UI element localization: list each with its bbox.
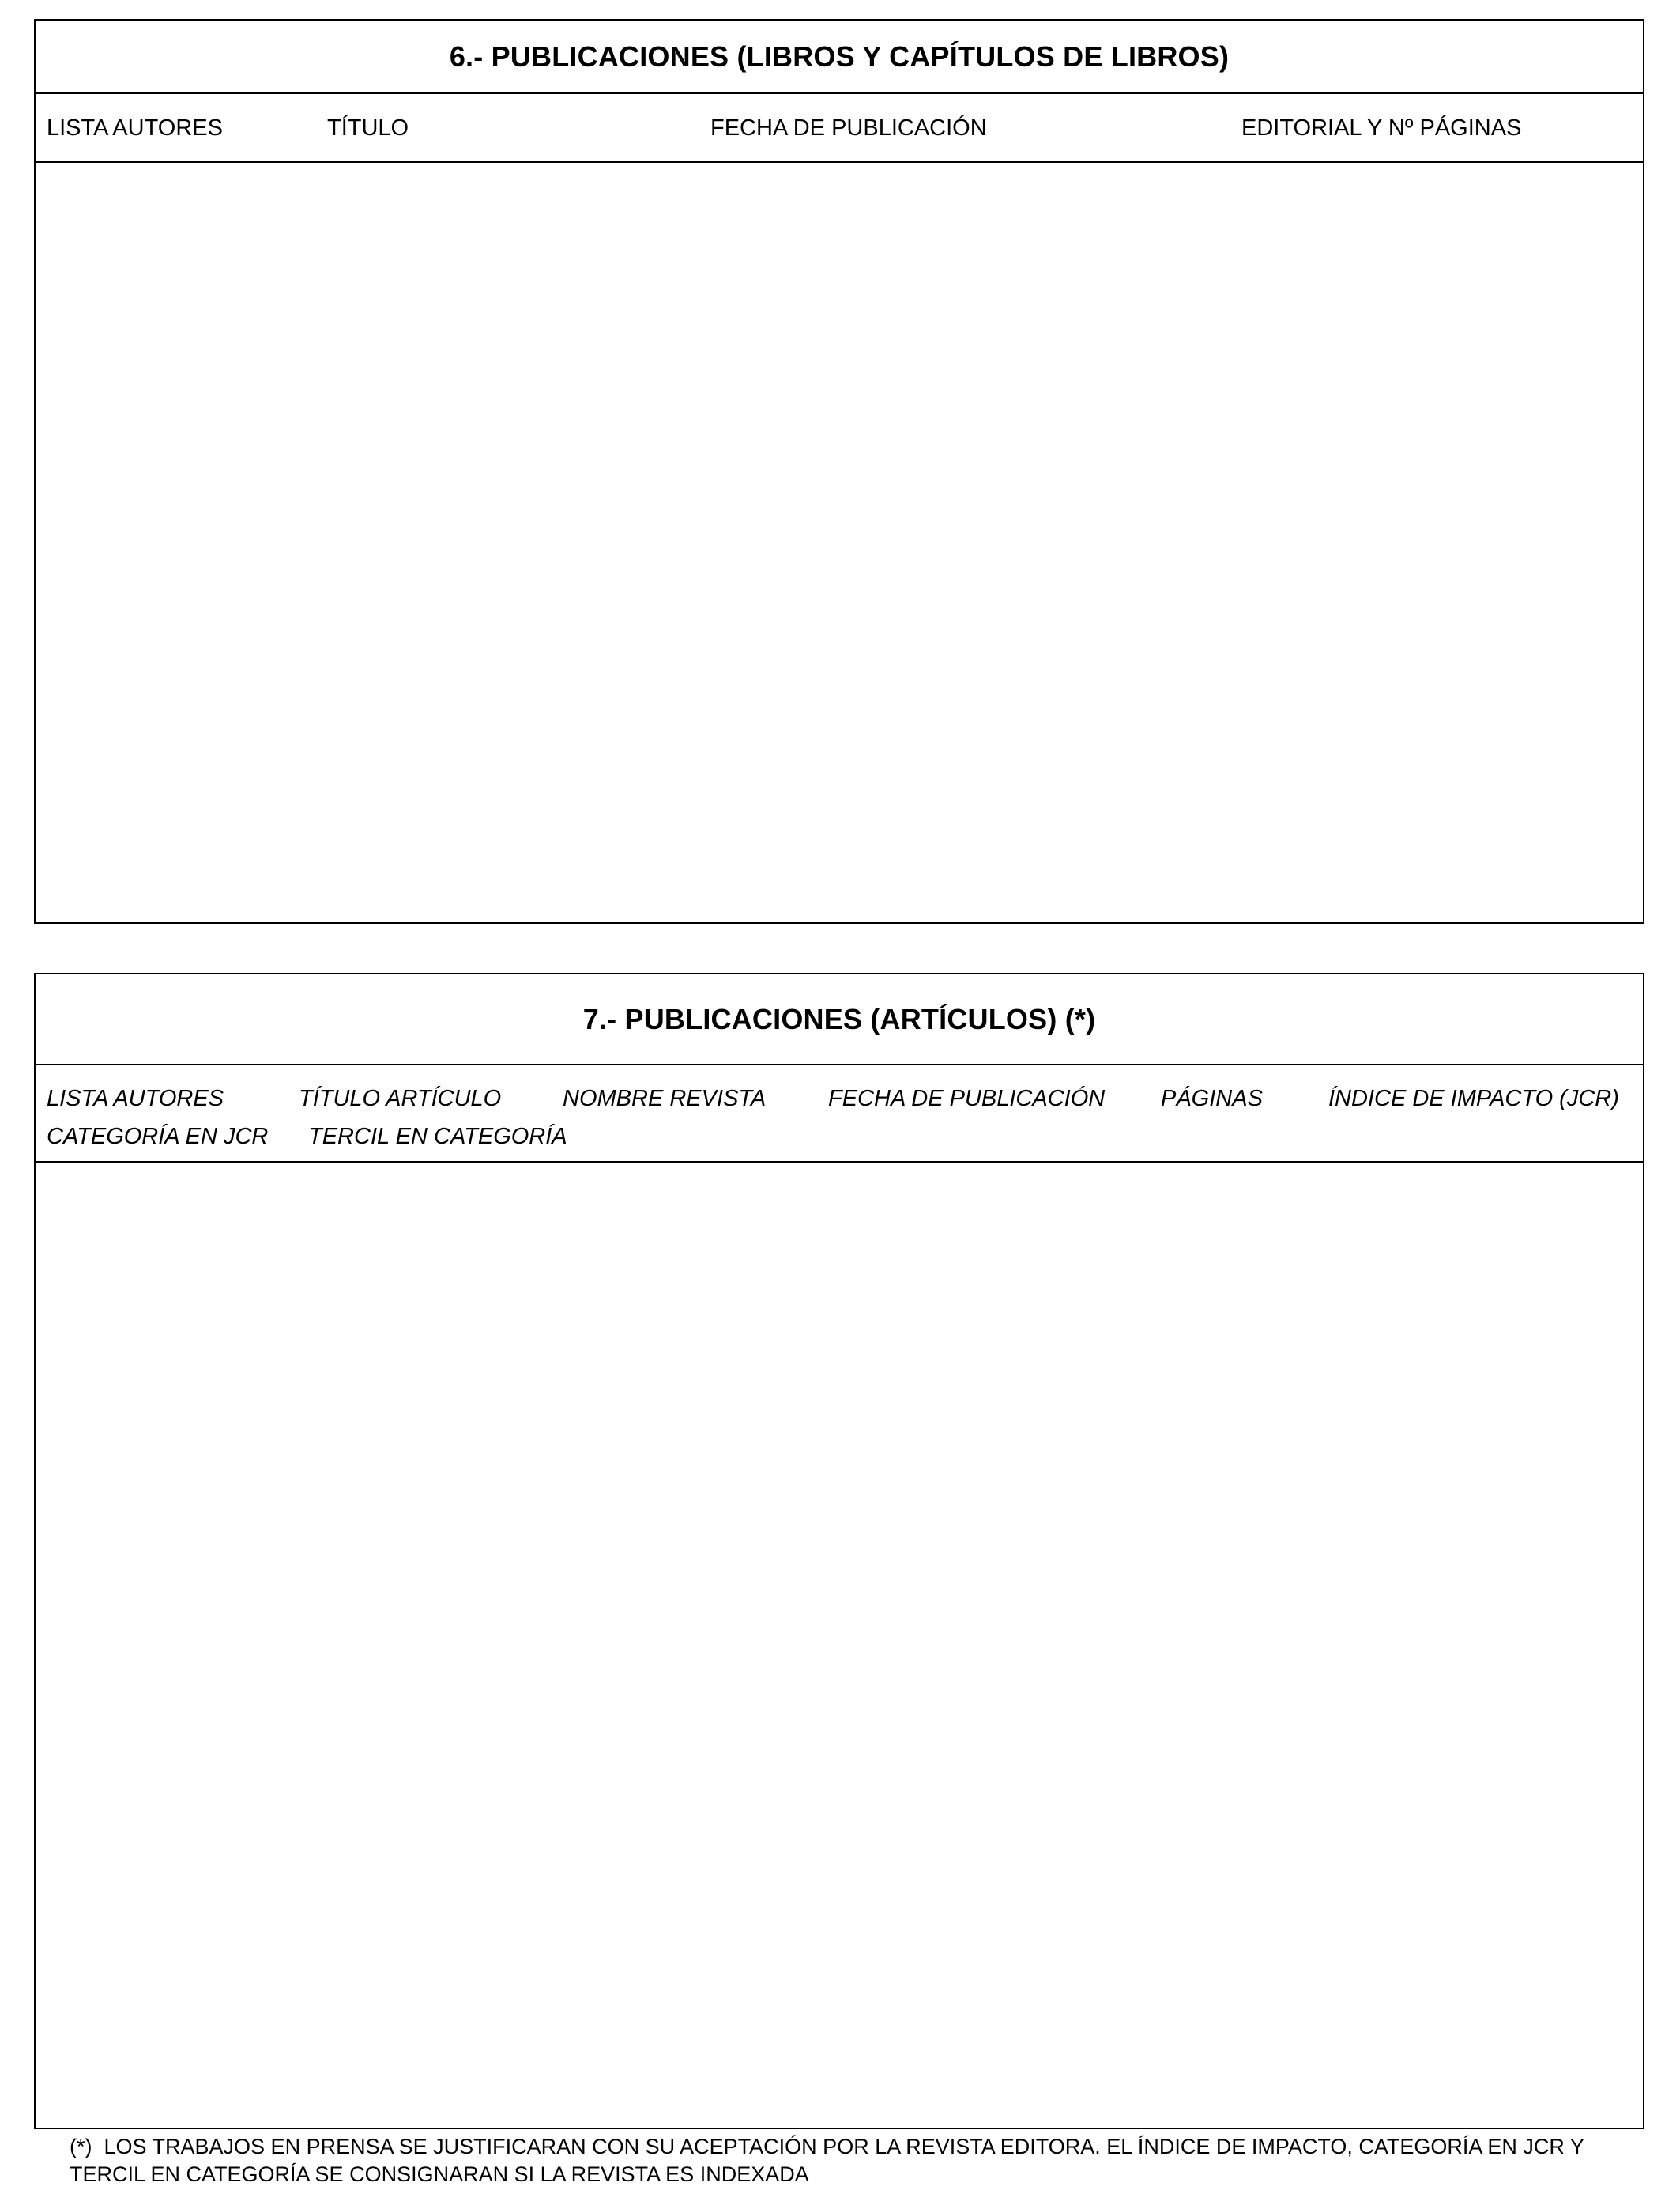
column-jcr-category: CATEGORÍA EN JCR	[47, 1124, 269, 1149]
column-title: TÍTULO	[327, 115, 409, 141]
column-journal-name: NOMBRE REVISTA	[563, 1086, 767, 1111]
column-pages: PÁGINAS	[1161, 1086, 1263, 1111]
column-publication-date: FECHA DE PUBLICACIÓN	[710, 115, 987, 141]
section-6-books-publications	[34, 19, 1644, 924]
footnote: (*) LOS TRABAJOS EN PRENSA SE JUSTIFICARAN CON SU ACEPTACIÓN POR LA REVISTA EDITORA. EL ÍNDICE DE IMPACTO, CATEGORÍA EN JCR Y TERCIL EN CATEGORÍA SE CONSIGNARAN SI LA REVISTA ES INDEXADA	[70, 2135, 1595, 2186]
section-7-title: 7.- PUBLICACIONES (ARTÍCULOS) (*)	[36, 974, 1643, 1065]
column-publisher-pages: EDITORIAL Y Nº PÁGINAS	[1241, 115, 1522, 141]
section-6-title: 6.- PUBLICACIONES (LIBROS Y CAPÍTULOS DE LIBROS)	[36, 21, 1643, 94]
column-publication-date: FECHA DE PUBLICACIÓN	[828, 1086, 1106, 1111]
column-article-title: TÍTULO ARTÍCULO	[299, 1086, 502, 1111]
section-7-articles-publications	[34, 973, 1644, 2129]
section-7-column-headers	[36, 1065, 1643, 1163]
column-authors-list: LISTA AUTORES	[47, 115, 223, 141]
column-impact-factor: ÍNDICE DE IMPACTO (JCR)	[1328, 1086, 1619, 1111]
section-6-column-headers	[36, 94, 1643, 163]
column-authors-list: LISTA AUTORES	[47, 1086, 224, 1111]
column-category-tercile: TERCIL EN CATEGORÍA	[308, 1124, 567, 1149]
